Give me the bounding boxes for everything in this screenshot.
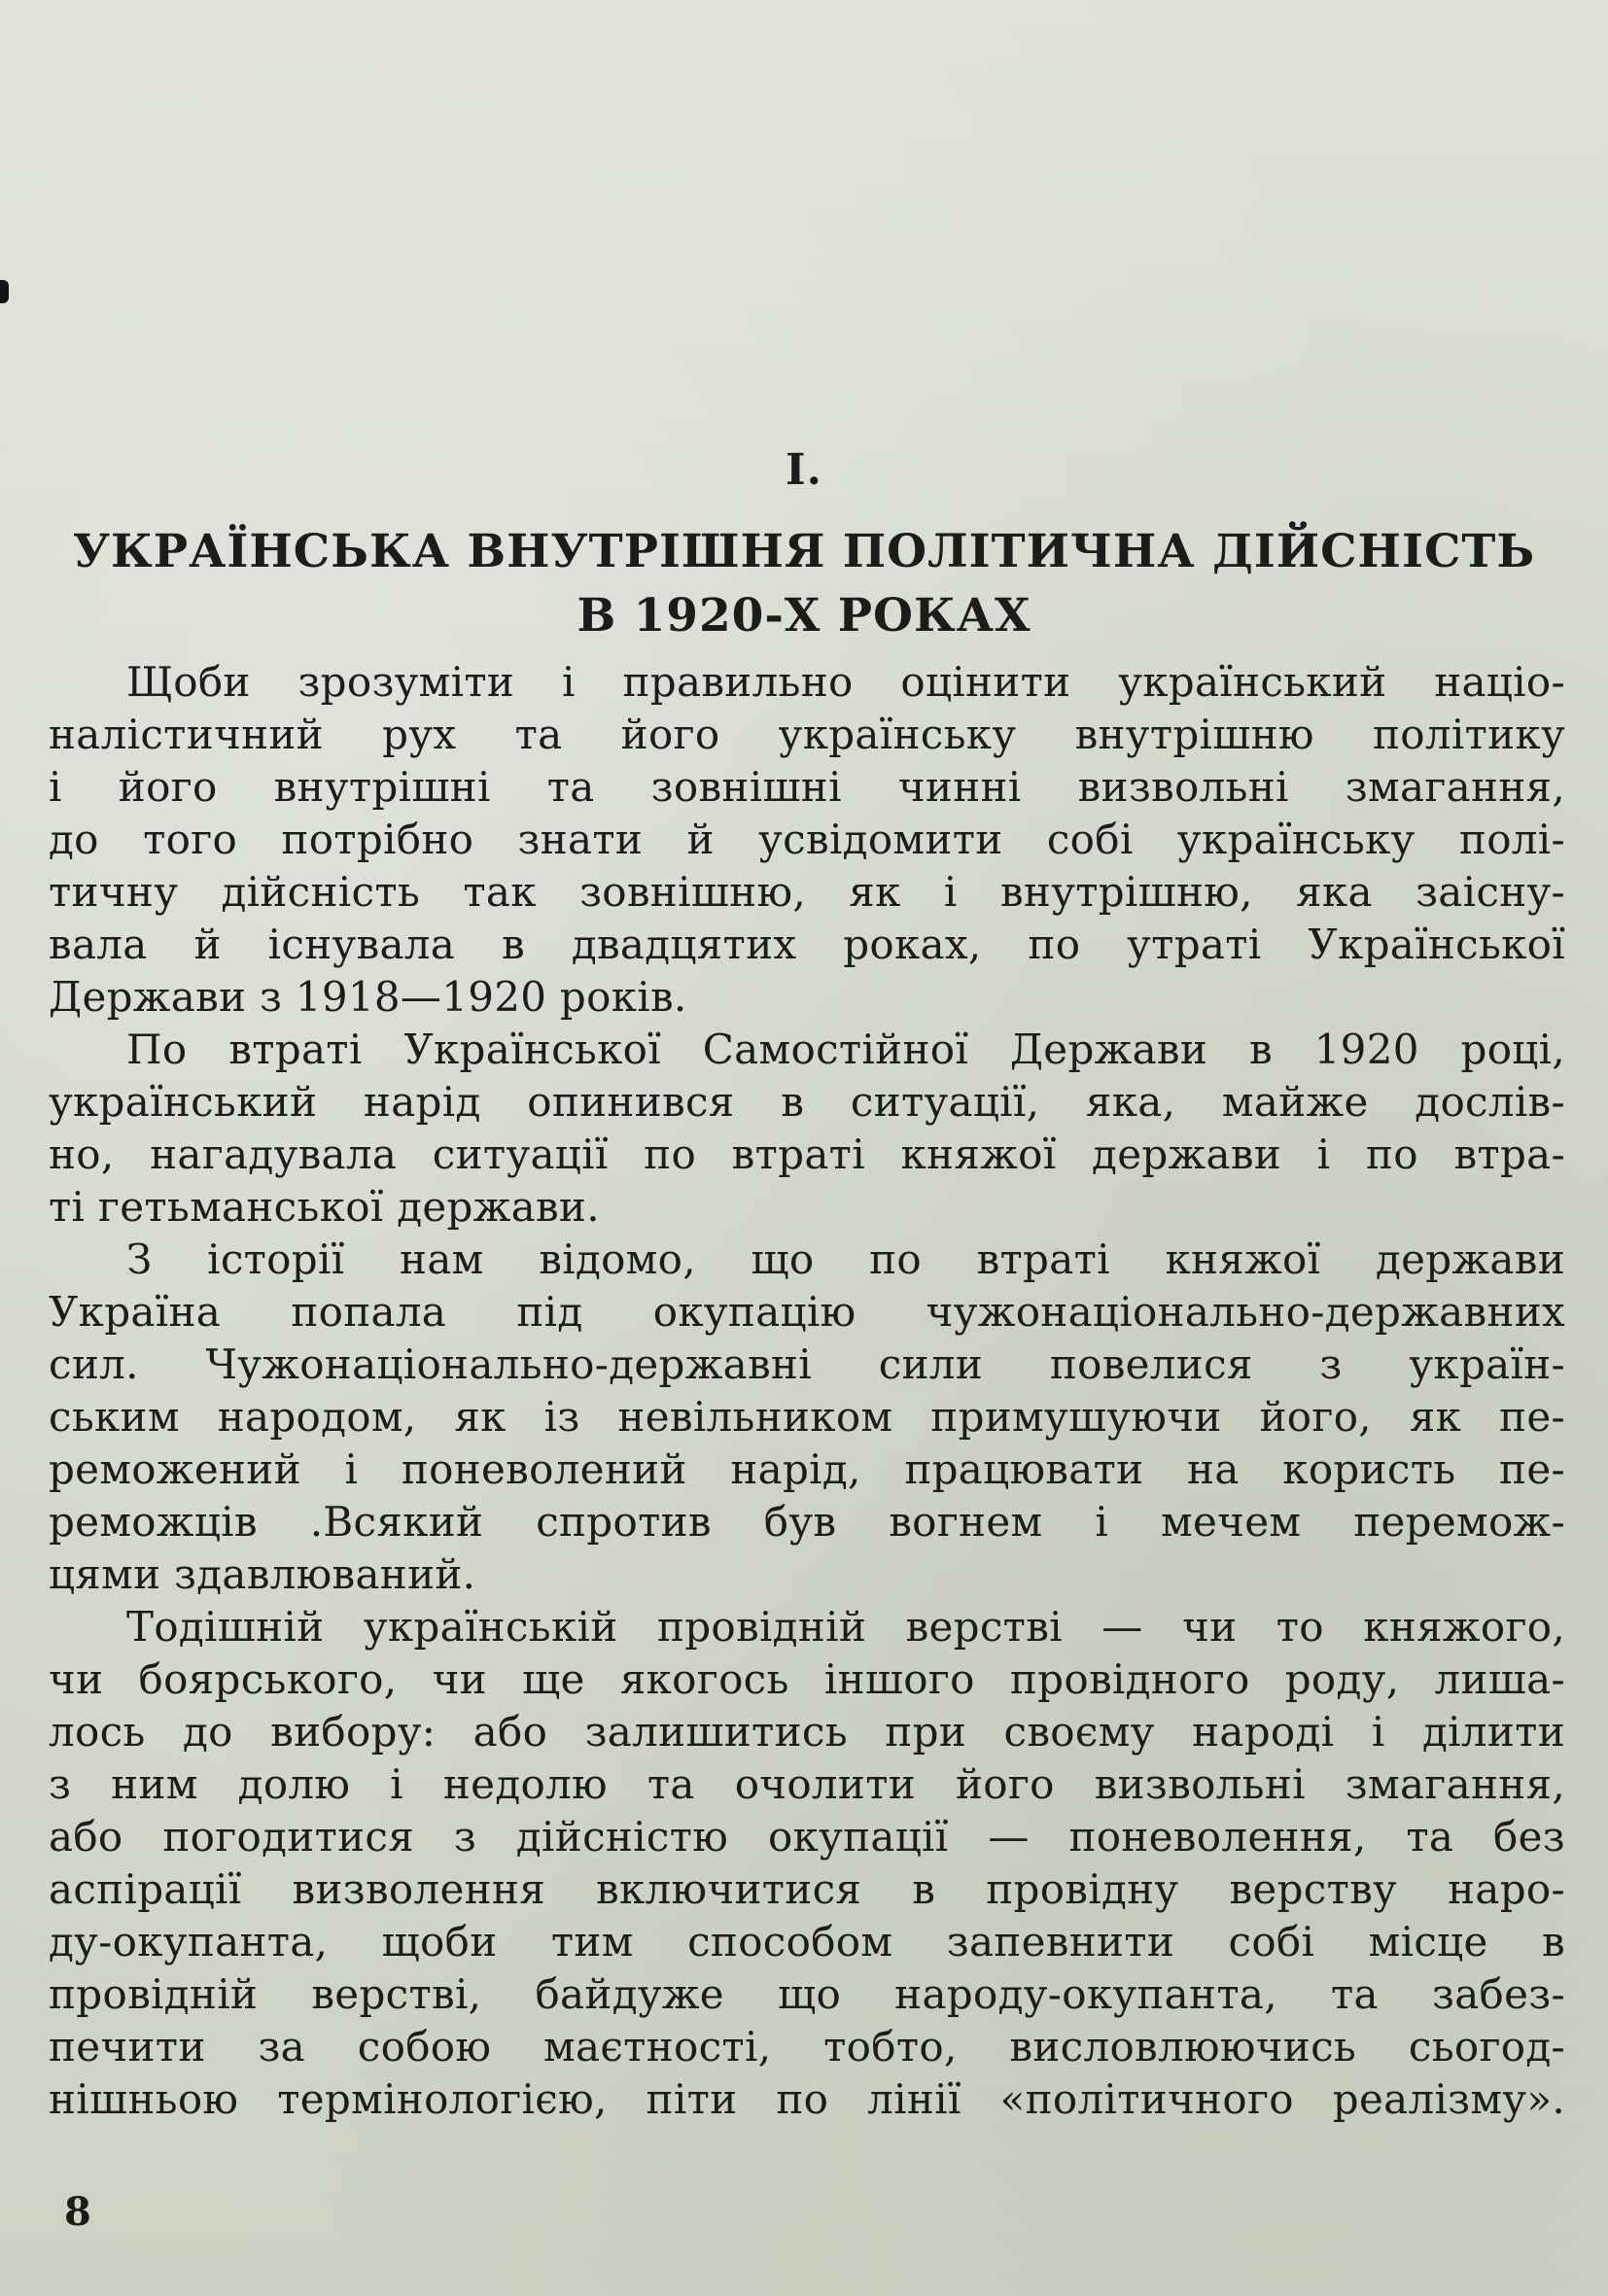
paragraph [49,656,1565,1024]
text-line: або погодитися з дійсністю окупації — поневолення, та без [49,1813,1565,1861]
text-line: По втраті Української Самостійної Держави в 1920 році, [126,1026,1565,1073]
text-line: чи боярського, чи ще якогось іншого провідного роду, лиша- [49,1655,1565,1703]
paragraph [49,1601,1565,2126]
page-number: 8 [64,2189,91,2235]
text-line: печити за собою маєтності, тобто, висловлюючись сьогод- [49,2023,1565,2070]
text-line: Тодішній українській провідній верстві — чи то княжого, [126,1603,1565,1651]
text-line: Щоби зрозуміти і правильно оцінити український націо- [126,658,1565,706]
text-line: реможений і поневолений нарід, працювати на користь пе- [49,1445,1565,1493]
text-line: лось до вибору: або залишитись при своєму народі і ділити [49,1708,1565,1756]
text-line: український нарід опинився в ситуації, яка, майже дослів- [49,1078,1565,1126]
text-line: налістичний рух та його українську внутрішню політику [49,711,1565,758]
page-edge-mark [0,280,9,303]
text-line: цями здавлюваний. [49,1550,476,1598]
text-line: ду-окупанта, щоби тим способом запевнити собі місце в [49,1918,1565,1966]
chapter-title-line: В 1920-Х РОКАХ [577,589,1031,643]
text-line: тичну дійсність так зовнішню, як і внутрішню, яка заісну- [49,868,1565,916]
text-line: з ним долю і недолю та очолити його визвольні змагання, [49,1760,1565,1808]
chapter-title [68,520,1540,648]
text-line: аспірації визволення включитися в провідну верству наро- [49,1865,1565,1913]
text-line: вала й існувала в двадцятих роках, по утраті Української [49,921,1565,968]
text-line: провідній верстві, байдуже що народу-окупанта, та забез- [49,1970,1565,2018]
chapter-number: I. [786,445,822,495]
text-line: Україна попала під окупацію чужонаціонально-державних [49,1288,1565,1336]
text-line: но, нагадувала ситуації по втраті княжої держави і по втра- [49,1131,1565,1178]
text-line: до того потрібно знати й усвідомити собі українську полі- [49,816,1565,863]
text-line: Держави з 1918—1920 років. [49,973,687,1021]
text-line: ті гетьманської держави. [49,1183,600,1231]
text-line: З історії нам відомо, що по втраті княжої держави [126,1235,1565,1283]
paragraph [49,1234,1565,1601]
chapter-title-line: УКРАЇНСЬКА ВНУТРІШНЯ ПОЛІТИЧНА ДІЙСНІСТЬ [72,525,1536,578]
text-line: реможців .Всякий спротив був вогнем і мечем перемож- [49,1498,1565,1546]
text-line: ським народом, як із невільником примушуючи його, як пе- [49,1393,1565,1441]
paragraph [49,1024,1565,1234]
text-line: нішньою термінологією, піти по лінії «політичного реалізму». [49,2075,1565,2123]
body-text [49,656,1565,2126]
text-line: сил. Чужонаціонально-державні сили повелися з україн- [49,1340,1565,1388]
text-line: і його внутрішні та зовнішні чинні визвольні змагання, [49,763,1565,811]
